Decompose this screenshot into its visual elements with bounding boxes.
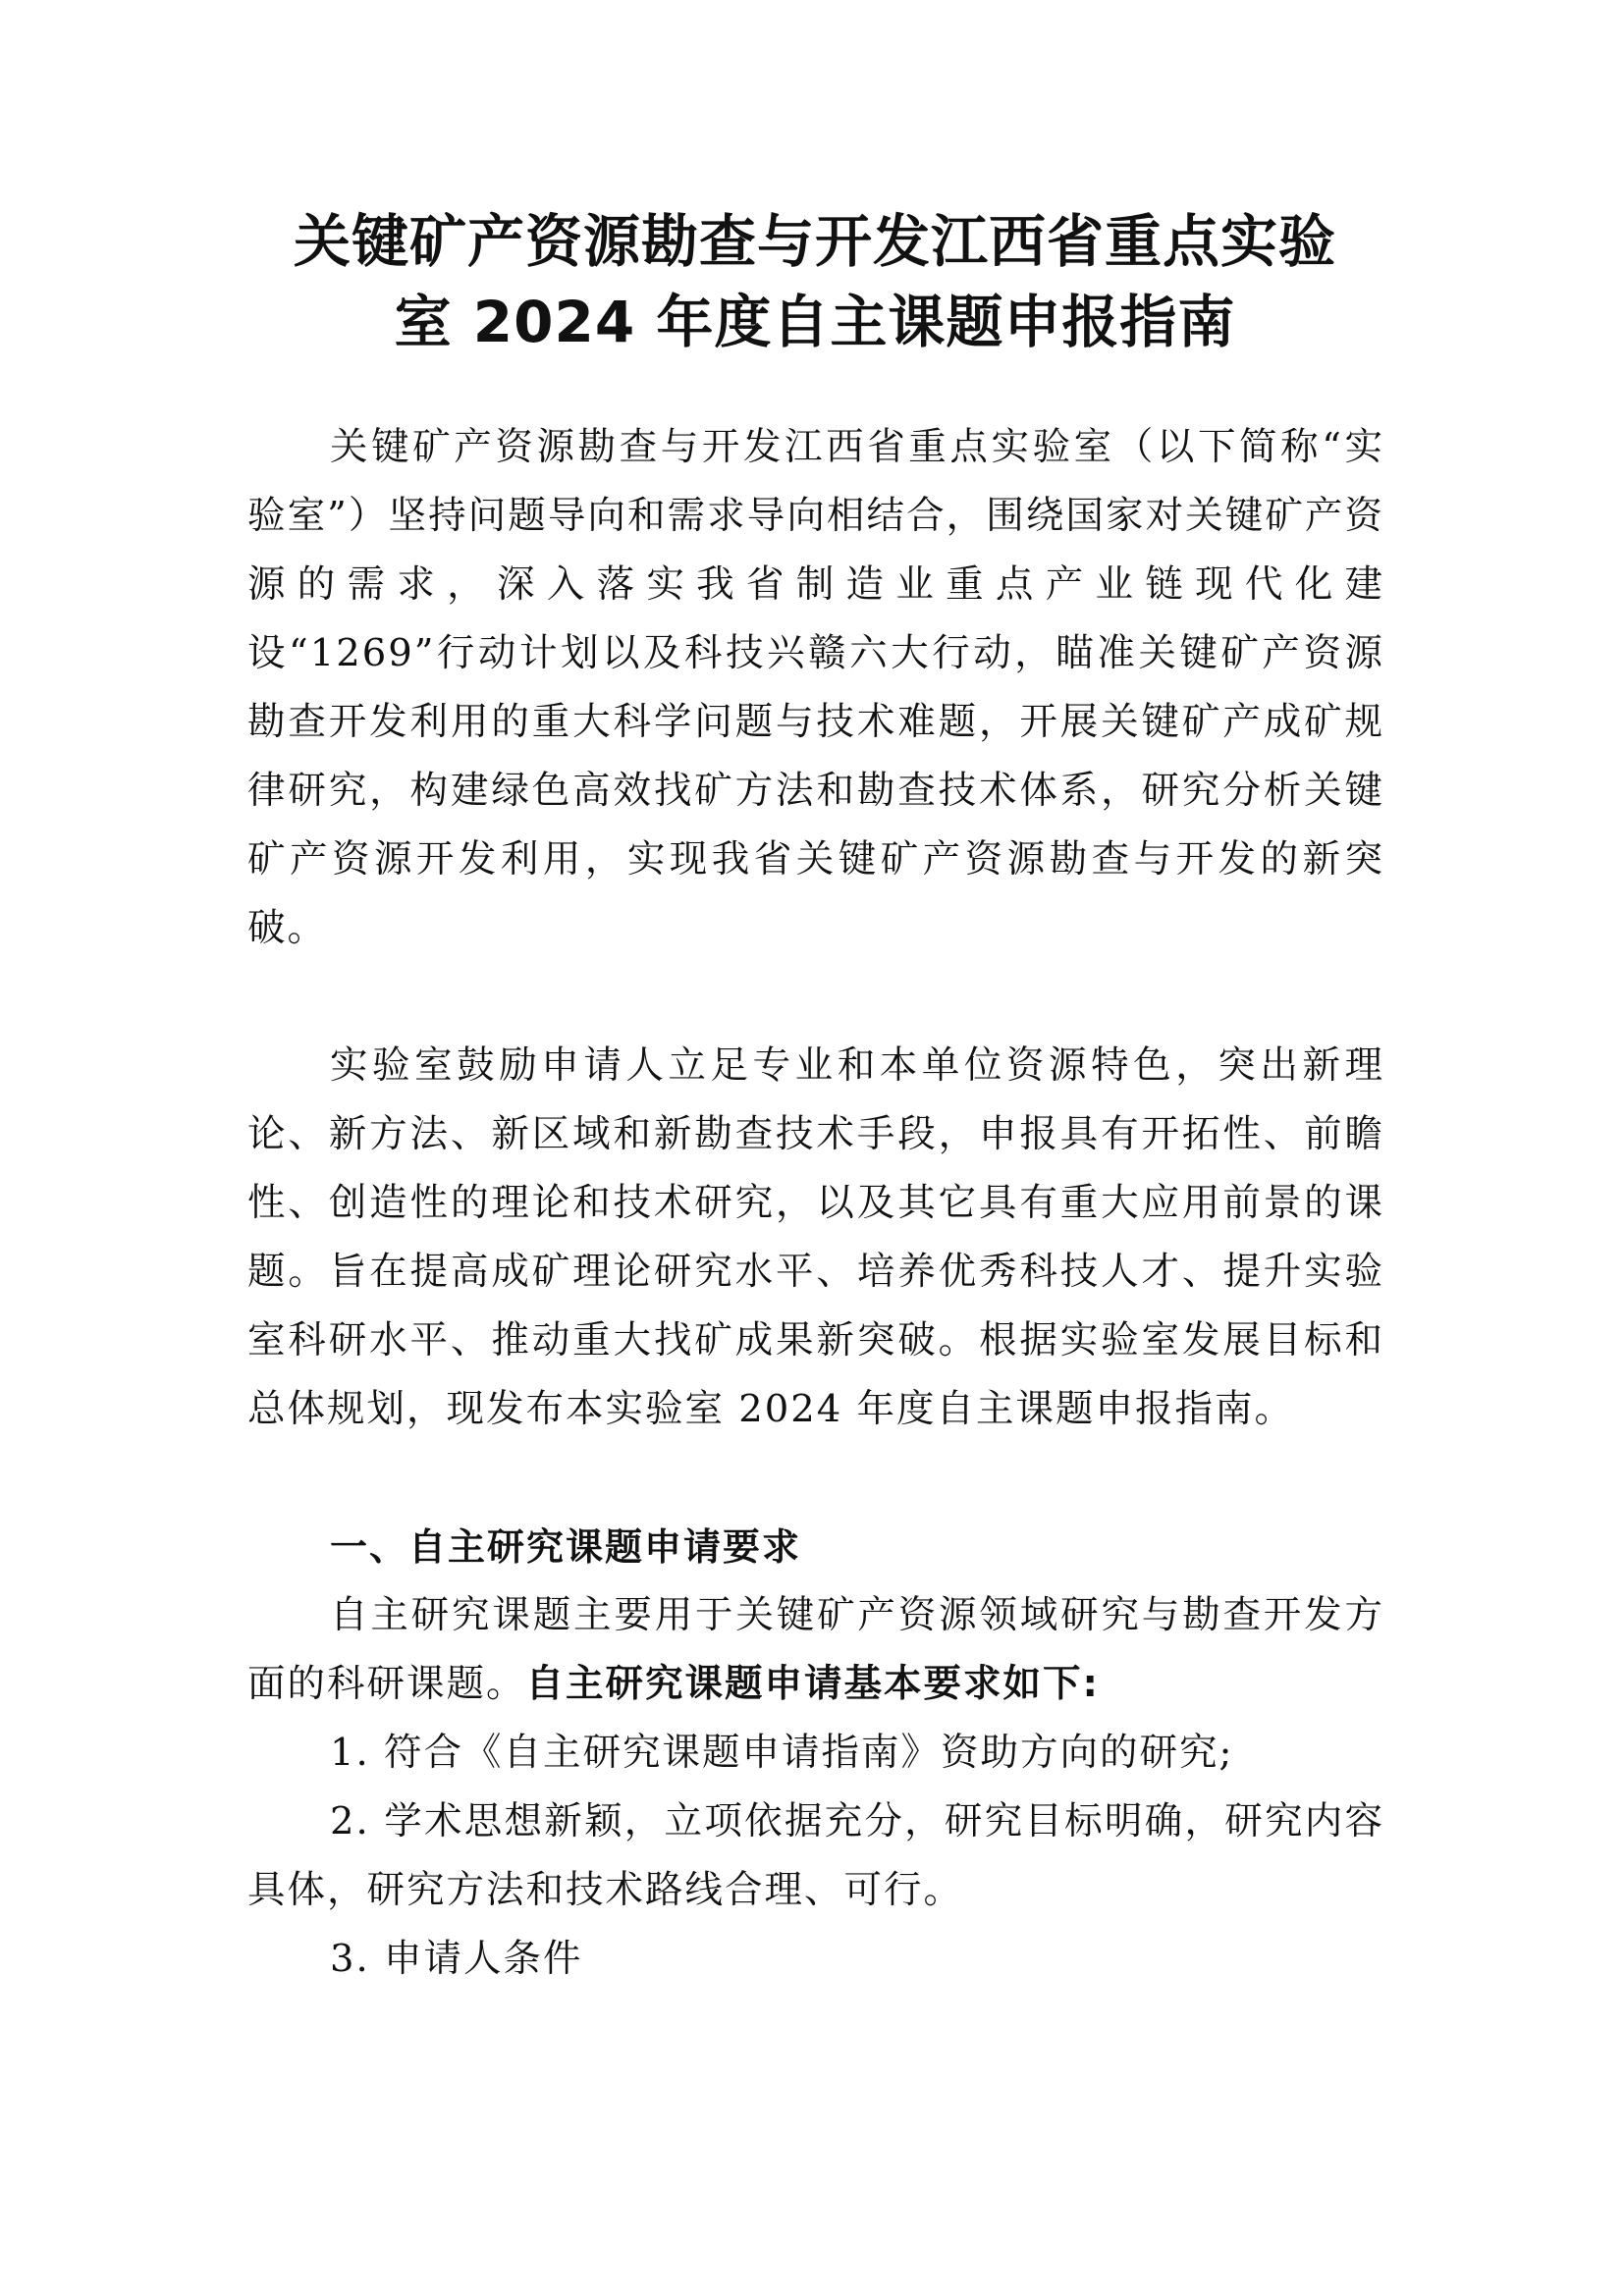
paragraph-requirements-text: 自主研究课题主要用于关键矿产资源领域研究与勘查开发方面的科研课题。 (247, 1593, 1384, 1706)
paragraph-encouragement: 实验室鼓励申请人立足专业和本单位资源特色，突出新理论、新方法、新区域和新勘查技术手段，申报具有开拓性、前瞻性、创造性的理论和技术研究，以及其它具有重大应用前景的课题。旨在提高成矿理论研究水平、培养优秀科技人才、提升实验室科研水平、推动重大找矿成果新突破。根据实验室发展目标和总体规划，现发布本实验室 2024 年度自主课题申报指南。 (247, 1043, 1384, 1431)
paragraph-requirements (247, 1581, 1384, 1719)
paragraph-intro: 关键矿产资源勘查与开发江西省重点实验室（以下简称“实验室”）坚持问题导向和需求导向相结合，围绕国家对关键矿产资源的需求，深入落实我省制造业重点产业链现代化建设“1269”行动计划以及科技兴赣六大行动，瞄准关键矿产资源勘查开发利用的重大科学问题与技术难题，开展关键矿产成矿规律研究，构建绿色高效找矿方法和勘查技术体系，研究分析关键矿产资源开发利用，实现我省关键矿产资源勘查与开发的新突破。 (247, 425, 1384, 950)
requirement-item-3: 3. 申请人条件 (330, 1937, 583, 1981)
section-heading-1: 一、自主研究课题申请要求 (330, 1525, 802, 1569)
requirement-item-2: 2. 学术思想新颖，立项依据充分，研究目标明确，研究内容具体，研究方法和技术路线合理、可行。 (247, 1799, 1384, 1912)
title-line-2: 室 2024 年度自主课题申报指南 (394, 289, 1236, 355)
document-title (226, 201, 1404, 362)
requirement-item-1: 1. 符合《自主研究课题申请指南》资助方向的研究; (330, 1731, 1234, 1775)
title-line-1: 关键矿产资源勘查与开发江西省重点实验 (293, 208, 1336, 275)
paragraph-requirements-bold: 自主研究课题申请基本要求如下: (525, 1662, 1100, 1706)
